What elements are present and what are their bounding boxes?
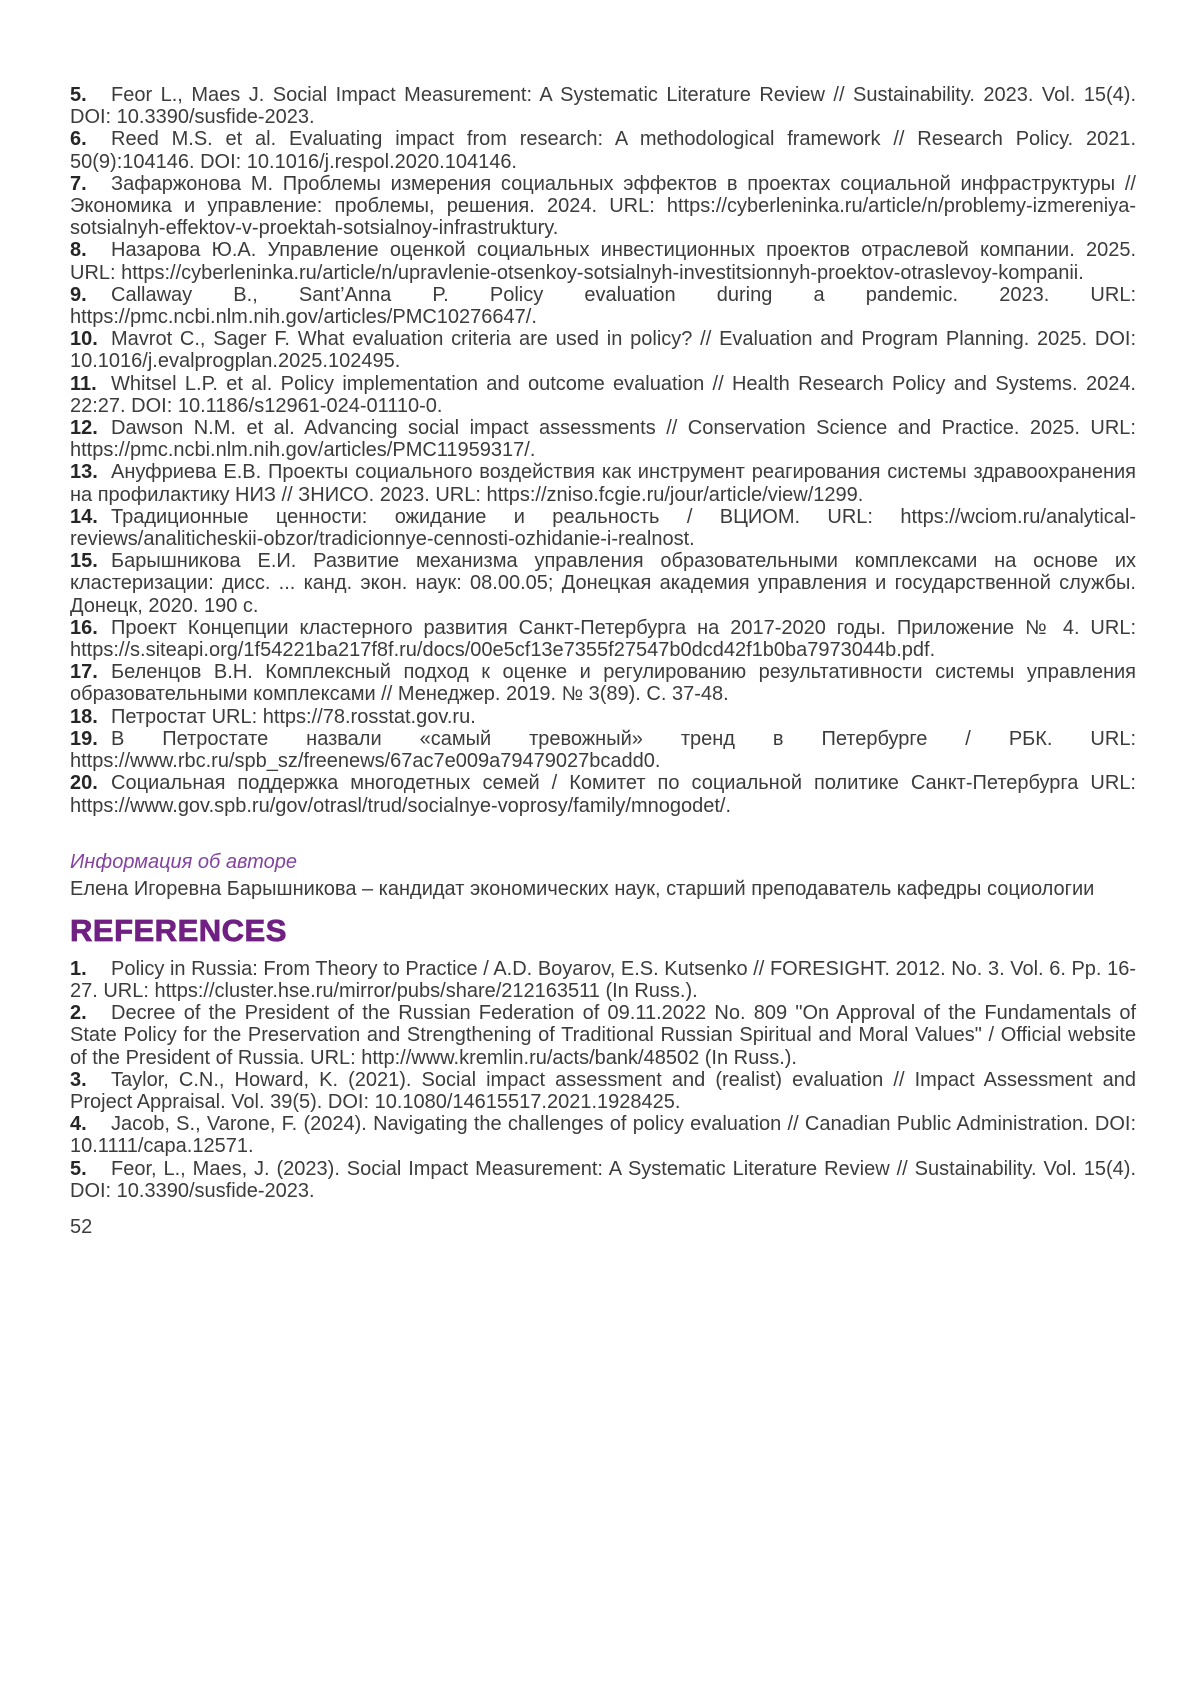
reference-number: 5.	[70, 1157, 87, 1180]
reference-item	[70, 550, 1136, 617]
reference-text: Taylor, C.N., Howard, K. (2021). Social impact assessment and (realist) evaluation // Impact Assessment and Project Appraisal. Vol. 39(5). DOI: 10.1080/14615517.2021.1928425.	[70, 1068, 1136, 1113]
reference-item	[70, 772, 1136, 816]
reference-number: 16.	[70, 616, 98, 639]
reference-number: 2.	[70, 1002, 87, 1025]
reference-number: 13.	[70, 461, 98, 484]
reference-number: 1.	[70, 957, 87, 980]
reference-text: Mavrot C., Sager F. What evaluation criteria are used in policy? // Evaluation and Program Planning. 2025. DOI: 10.1016/j.evalprogplan.2025.102495.	[70, 328, 1136, 373]
reference-number: 14.	[70, 505, 98, 528]
reference-item	[70, 706, 1136, 728]
author-info-heading: Информация об авторе	[70, 850, 297, 873]
reference-item	[70, 1158, 1136, 1202]
reference-text: Назарова Ю.А. Управление оценкой социальных инвестиционных проектов отраслевой компании. 2025. URL: https://cyberleninka.ru/article/n/upravlenie-otsenkoy-sotsialnyh-investitsionnyh-proektov-otraslevoy-kompanii.	[70, 239, 1136, 284]
reference-item	[70, 1002, 1136, 1069]
references-ru-list	[70, 84, 1136, 817]
references-heading: REFERENCES	[70, 912, 287, 948]
reference-text: Whitsel L.P. et al. Policy implementation and outcome evaluation // Health Research Policy and Systems. 2024. 22:27. DOI: 10.1186/s12961-024-01110-0.	[70, 372, 1136, 417]
reference-number: 15.	[70, 550, 98, 573]
author-info-text: Елена Игоревна Барышникова – кандидат экономических наук, старший преподаватель кафедры социологии	[70, 877, 1095, 900]
page-number: 52	[70, 1215, 93, 1238]
reference-item	[70, 958, 1136, 1002]
reference-item	[70, 284, 1136, 328]
reference-text: Зафаржонова М. Проблемы измерения социальных эффектов в проектах социальной инфраструктуры // Экономика и управление: проблемы, решения. 2024. URL: https://cyberleninka.ru/article/n/problemy-izmereniya-sotsialnyh-effektov-v-proektah-sotsialnoy-infrastruktury.	[70, 172, 1136, 240]
reference-item	[70, 461, 1136, 505]
reference-item	[70, 328, 1136, 372]
reference-text: Петростат URL: https://78.rosstat.gov.ru.	[111, 705, 476, 728]
reference-number: 17.	[70, 661, 98, 684]
reference-item	[70, 417, 1136, 461]
reference-number: 4.	[70, 1113, 87, 1136]
reference-item	[70, 373, 1136, 417]
reference-text: Барышникова Е.И. Развитие механизма управления образовательными комплексами на основе их кластеризации: дисс. ... канд. экон. наук: 08.00.05; Донецкая академия управления и государственной службы. Донецк, 2020. 190 с.	[70, 550, 1136, 617]
reference-item	[70, 506, 1136, 550]
reference-number: 7.	[70, 172, 87, 195]
reference-number: 19.	[70, 727, 98, 750]
reference-item	[70, 239, 1136, 283]
reference-item	[70, 617, 1136, 661]
reference-text: Социальная поддержка многодетных семей / Комитет по социальной политике Санкт-Петербурга URL: https://www.gov.spb.ru/gov/otrasl/trud/socialnye-voprosy/family/mnogodet/.	[70, 772, 1136, 817]
reference-number: 3.	[70, 1068, 87, 1091]
reference-text: Decree of the President of the Russian Federation of 09.11.2022 No. 809 "On Approval of the Fundamentals of State Policy for the Preservation and Strengthening of Traditional Russian Spiritual and Moral Values" / Official website of the President of Russia. URL: http://www.kremlin.ru/acts/bank/48502 (In Russ.).	[70, 1002, 1136, 1069]
reference-number: 10.	[70, 328, 98, 351]
reference-text: Традиционные ценности: ожидание и реальность / ВЦИОМ. URL: https://wciom.ru/analytical-reviews/analiticheskii-obzor/tradicionnye-cennosti-ozhidanie-i-realnost.	[70, 505, 1136, 551]
reference-text: Policy in Russia: From Theory to Practice / A.D. Boyarov, E.S. Kutsenko // FORESIGHT. 2012. No. 3. Vol. 6. Pp. 16-27. URL: https://cluster.hse.ru/mirror/pubs/share/212163511 (In Russ.).	[70, 957, 1136, 1002]
reference-number: 18.	[70, 705, 98, 728]
reference-number: 8.	[70, 239, 87, 262]
reference-number: 9.	[70, 283, 87, 306]
reference-text: Reed M.S. et al. Evaluating impact from research: A methodological framework // Research Policy. 2021. 50(9):104146. DOI: 10.1016/j.respol.2020.104146.	[70, 128, 1136, 173]
reference-item	[70, 173, 1136, 240]
reference-number: 11.	[70, 372, 97, 395]
reference-item	[70, 84, 1136, 128]
reference-text: Беленцов В.Н. Комплексный подход к оценке и регулированию результативности системы управления образовательными комплексами // Менеджер. 2019. № 3(89). С. 37-48.	[70, 661, 1136, 706]
reference-item	[70, 728, 1136, 772]
reference-item	[70, 1113, 1136, 1157]
reference-text: Feor L., Maes J. Social Impact Measurement: A Systematic Literature Review // Sustainability. 2023. Vol. 15(4). DOI: 10.3390/susfide-2023.	[70, 84, 1136, 129]
references-en-list	[70, 958, 1136, 1202]
reference-number: 6.	[70, 128, 87, 151]
reference-item	[70, 661, 1136, 705]
page-content	[70, 84, 1136, 1239]
reference-item	[70, 1069, 1136, 1113]
reference-number: 12.	[70, 417, 98, 440]
reference-text: Ануфриева Е.В. Проекты социального воздействия как инструмент реагирования системы здравоохранения на профилактику НИЗ // ЗНИСО. 2023. URL: https://zniso.fcgie.ru/jour/article/view/1299.	[70, 461, 1136, 506]
reference-text: Callaway B., Sant’Anna P. Policy evaluation during a pandemic. 2023. URL: https://pmc.ncbi.nlm.nih.gov/articles/PMC10276647/.	[70, 283, 1136, 329]
reference-text: Проект Концепции кластерного развития Санкт-Петербурга на 2017-2020 годы. Приложение № 4. URL: https://s.siteapi.org/1f54221ba217f8f.ru/docs/00e5cf13e7355f27547b0dcd42f1b0ba7973044b.pdf.	[70, 616, 1136, 662]
reference-number: 5.	[70, 84, 87, 106]
reference-number: 20.	[70, 772, 98, 795]
reference-text: В Петростате назвали «самый тревожный» тренд в Петербурге / РБК. URL: https://www.rbc.ru/spb_sz/freenews/67ac7e009a79479027bcadd0.	[70, 727, 1136, 773]
reference-text: Feor, L., Maes, J. (2023). Social Impact Measurement: A Systematic Literature Review // Sustainability. Vol. 15(4). DOI: 10.3390/susfide-2023.	[70, 1157, 1136, 1202]
reference-item	[70, 128, 1136, 172]
reference-text: Dawson N.M. et al. Advancing social impact assessments // Conservation Science and Practice. 2025. URL: https://pmc.ncbi.nlm.nih.gov/articles/PMC11959317/.	[70, 417, 1136, 462]
reference-text: Jacob, S., Varone, F. (2024). Navigating the challenges of policy evaluation // Canadian Public Administration. DOI: 10.1111/capa.12571.	[70, 1113, 1136, 1158]
